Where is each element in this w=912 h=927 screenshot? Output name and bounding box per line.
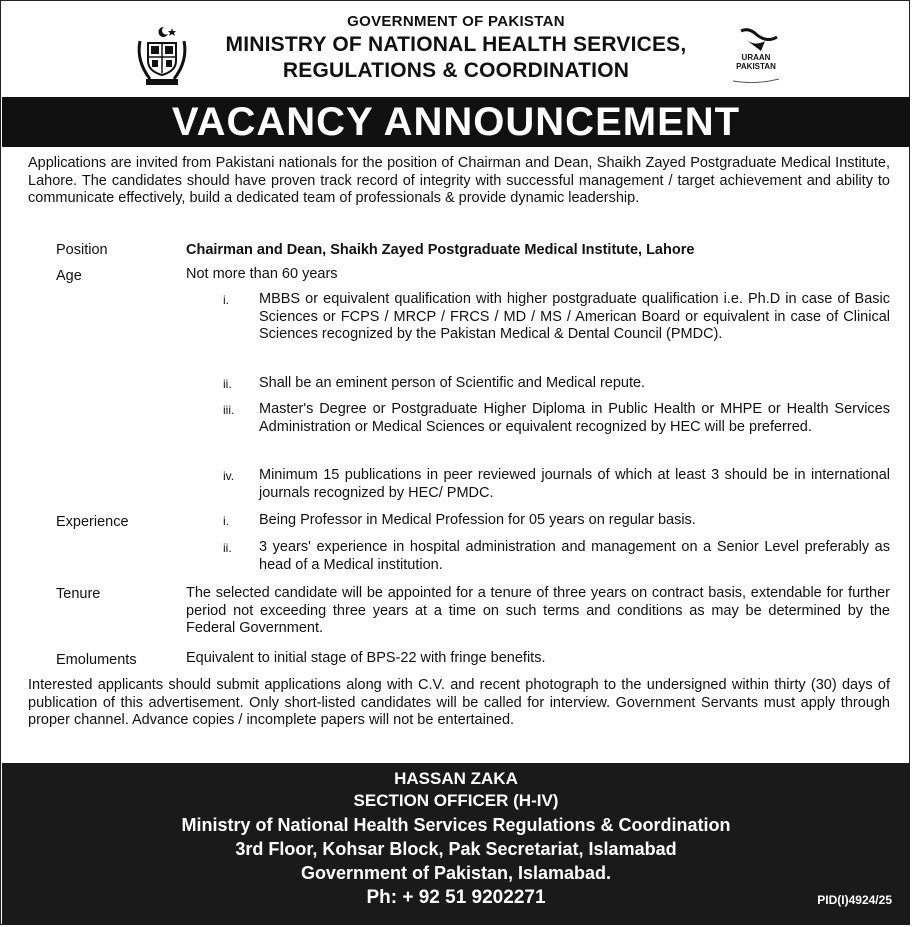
vacancy-announcement-banner: VACANCY ANNOUNCEMENT bbox=[2, 97, 910, 147]
footer-address: 3rd Floor, Kohsar Block, Pak Secretariat, Islamabad bbox=[235, 839, 677, 859]
qualification-number: ii. bbox=[223, 377, 232, 391]
qualification-item: Master's Degree or Postgraduate Higher Diploma in Public Health or MHPE or Health Services Administration or Medical Sciences or equivalent recognized by HEC will be preferred. bbox=[259, 401, 890, 435]
officer-designation: SECTION OFFICER (H-IV) bbox=[353, 791, 559, 810]
uraan-pakistan-logo-text: URAAN PAKISTAN bbox=[736, 53, 776, 71]
qualification-item: MBBS or equivalent qualification with higher postgraduate qualification i.e. Ph.D in case of Basic Sciences or FCPS / MRCP / FRCS / MD / MS / American Board or equivalent in case of Clinical Sciences recognized by the Pakistan Medical & Dental Council (PMDC). bbox=[259, 291, 890, 342]
ministry-name-line2: REGULATIONS & COORDINATION bbox=[282, 59, 630, 82]
qualification-item: Shall be an eminent person of Scientific and Medical repute. bbox=[259, 375, 646, 391]
experience-item: Being Professor in Medical Profession for 05 years on regular basis. bbox=[259, 512, 696, 528]
tenure-value: The selected candidate will be appointed for a tenure of three years on contract basis, extendable for further period not exceeding three years at a time on such terms and conditions as may be determined by the Federal Government. bbox=[186, 585, 890, 636]
qualification-item: Minimum 15 publications in peer reviewed journals of which at least 3 should be in international journals recognized by HEC/ PMDC. bbox=[259, 467, 890, 501]
ministry-name-line1: MINISTRY OF NATIONAL HEALTH SERVICES, bbox=[225, 33, 687, 56]
emoluments-value: Equivalent to initial stage of BPS-22 with fringe benefits. bbox=[186, 650, 546, 666]
footer-government: Government of Pakistan, Islamabad. bbox=[300, 863, 612, 883]
experience-item: 3 years' experience in hospital administration and management on a Senior Level preferably as head of a Medical institution. bbox=[259, 539, 890, 573]
contact-footer bbox=[2, 763, 910, 925]
position-value: Chairman and Dean, Shaikh Zayed Postgraduate Medical Institute, Lahore bbox=[186, 242, 695, 258]
age-value: Not more than 60 years bbox=[186, 266, 338, 282]
header bbox=[1, 1, 911, 97]
government-title: GOVERNMENT OF PAKISTAN bbox=[347, 13, 565, 30]
qualification-number: iii. bbox=[223, 403, 235, 417]
emoluments-label: Emoluments bbox=[56, 652, 137, 668]
age-label: Age bbox=[56, 268, 82, 284]
tenure-label: Tenure bbox=[56, 586, 101, 602]
footer-phone: Ph: + 92 51 9202271 bbox=[366, 887, 546, 908]
footer-ministry: Ministry of National Health Services Regulations & Coordination bbox=[181, 815, 731, 835]
experience-label: Experience bbox=[56, 514, 129, 530]
closing-paragraph: Interested applicants should submit applications along with C.V. and recent photograph to the undersigned within thirty (30) days of publication of this advertisement. Only short-listed candidates will be called for interview. Government Servants must apply through proper channel. Advance copies / incomplete papers will not be entertained. bbox=[28, 677, 890, 728]
experience-number: i. bbox=[223, 514, 229, 528]
position-label: Position bbox=[56, 242, 108, 258]
intro-paragraph: Applications are invited from Pakistani nationals for the position of Chairman and Dean, Shaikh Zayed Postgraduate Medical Institute, Lahore. The candidates should have proven track record of integrity with successful management / target achievement and ability to communicate effectively, build a dedicated team of professionals & provide dynamic leadership. bbox=[28, 155, 890, 206]
qualification-number: i. bbox=[223, 293, 229, 307]
qualification-number: iv. bbox=[223, 469, 235, 483]
pid-number: PID(I)4924/25 bbox=[817, 893, 892, 907]
experience-number: ii. bbox=[223, 541, 232, 555]
officer-name: HASSAN ZAKA bbox=[394, 769, 518, 788]
